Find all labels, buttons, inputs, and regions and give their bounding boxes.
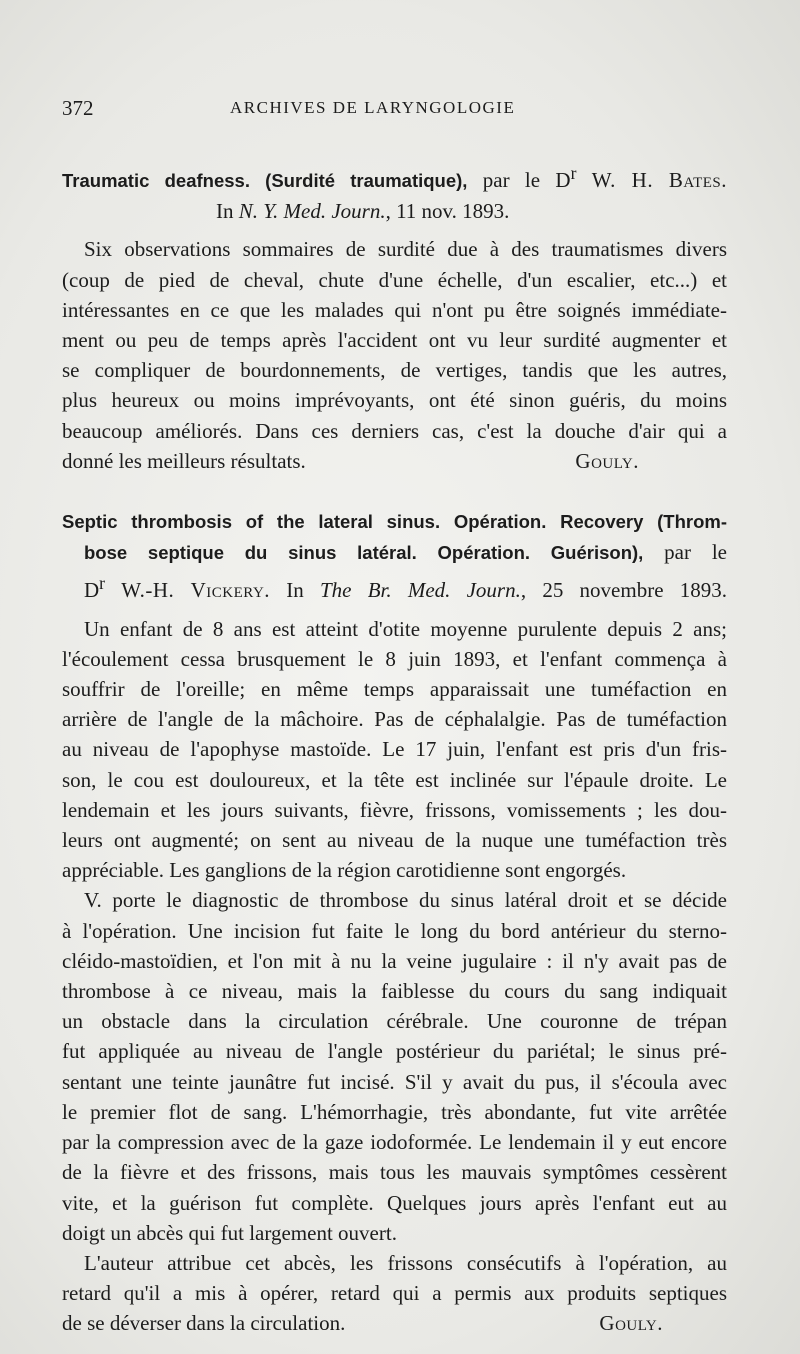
article1-title-line1 <box>62 158 727 196</box>
article1-journal: N. Y. Med. Journ. <box>238 199 386 224</box>
article2-signature: Gouly. <box>599 1311 663 1336</box>
article2-title-line1 <box>62 506 727 537</box>
article1-body-line: beaucoup améliorés. Dans ces derniers cas, c'est la douche d'air qui a <box>62 418 727 443</box>
article2-p2-line: de la fièvre et des frissons, mais tous les mauvais symptômes cessèrent <box>62 1160 727 1185</box>
article2-title-line3 <box>62 568 727 605</box>
page-header <box>62 96 742 126</box>
running-title: ARCHIVES DE LARYNGOLOGIE <box>230 98 516 117</box>
article2-title-line2 <box>62 537 727 568</box>
article2-p3-line: L'auteur attribue cet abcès, les frissons consécutifs à l'opération, au <box>84 1250 727 1275</box>
article1-author: W. H. Bates. <box>591 168 728 192</box>
article1-title-in: In <box>216 199 234 224</box>
article2-p1-line: arrière de l'angle de la mâchoire. Pas de céphalalgie. Pas de tuméfaction <box>62 707 727 732</box>
article1-body-line: se compliquer de bourdonnements, de vertiges, tandis que les autres, <box>62 358 727 383</box>
article2-journal: The Br. Med. Journ. <box>319 578 521 603</box>
article2-title-line2-bold: bose septique du sinus latéral. Opération. Guérison), <box>84 542 644 564</box>
article2-p1-line: son, le cou est douloureux, et la tête est inclinée sur l'épaule droite. Le <box>62 767 727 792</box>
article2-p2-line: à l'opération. Une incision fut faite le long du bord antérieur du sterno- <box>62 918 727 943</box>
article1-title-bold: Traumatic deafness. (Surdité traumatique), <box>62 170 468 191</box>
article2-author: W.-H. Vickery. <box>121 578 271 603</box>
article2-title-sup: r <box>99 573 105 594</box>
article-septic-thrombosis <box>62 506 727 1338</box>
article2-p1-line: au niveau de l'apophyse mastoïde. Le 17 juin, l'enfant est pris d'un fris- <box>62 737 727 762</box>
article2-p1-line: l'écoulement cessa brusquement le 8 juin 1893, et l'enfant commença à <box>62 646 727 671</box>
article1-body-line: intéressantes en ce que les malades qui n'ont pu être soignés immédiate- <box>62 297 727 322</box>
article2-journal-date: , 25 novembre 1893. <box>520 578 727 603</box>
article2-p3-line: retard qu'il a mis à opérer, retard qui a permis aux produits septiques <box>62 1281 727 1306</box>
article2-p1-line: leurs ont augmenté; on sent au niveau de la nuque une tuméfaction très <box>62 828 727 853</box>
article1-journal-date: , 11 nov. 1893. <box>385 199 510 224</box>
article1-body-line: plus heureux ou moins imprévoyants, ont été sinon guéris, du moins <box>62 388 727 413</box>
article2-title-dr: D <box>84 578 100 603</box>
article2-last-line-row <box>62 1308 727 1338</box>
article2-title-line2-rest: par le <box>664 540 727 565</box>
article1-body-line: ment ou peu de temps après l'accident ont vu leur surdité augmenter et <box>62 328 727 353</box>
article2-p2-line: vite, et la guérison fut complète. Quelques jours après l'enfant eut au <box>62 1190 727 1215</box>
article2-p1-line: Un enfant de 8 ans est atteint d'otite moyenne purulente depuis 2 ans; <box>84 616 727 641</box>
article2-p1-line: souffrir de l'oreille; en même temps apparaissait une tuméfaction en <box>62 677 727 702</box>
article2-p2-line: V. porte le diagnostic de thrombose du sinus latéral droit et se décide <box>84 888 727 913</box>
article2-p2-line: thrombose à ce niveau, mais la faiblesse du cours du sang indiquait <box>62 979 727 1004</box>
article1-title-by: par le D <box>482 168 571 192</box>
article1-body-line: (coup de pied de cheval, chute d'une échelle, d'un escalier, etc...) et <box>62 267 727 292</box>
article1-last-line-row <box>62 446 727 476</box>
article2-p2-line: doigt un abcès qui fut largement ouvert. <box>62 1220 397 1245</box>
article2-title-line1-text: Septic thrombosis of the lateral sinus. Opération. Recovery (Throm- <box>62 511 727 533</box>
article1-body-line: Six observations sommaires de surdité due à des traumatismes divers <box>84 237 727 262</box>
article1-title-sup: r <box>570 163 577 183</box>
article2-last-line: de se déverser dans la circulation. <box>62 1311 346 1336</box>
article2-p2-line: fut appliquée au niveau de l'angle postérieur du pariétal; le sinus pré- <box>62 1039 727 1064</box>
article2-p2-line: sentant une teinte jaunâtre fut incisé. S'il y avait du pus, il s'écoula avec <box>62 1069 727 1094</box>
article2-p2-line: un obstacle dans la circulation cérébrale. Une couronne de trépan <box>62 1009 727 1034</box>
article1-title-line2 <box>62 196 727 226</box>
page-number: 372 <box>62 96 94 120</box>
article2-p2-line: cléido-mastoïdien, et l'on mit à nu la veine jugulaire : il n'y avait pas de <box>62 948 727 973</box>
page-content <box>62 158 727 1339</box>
article2-p1-line: appréciable. Les ganglions de la région carotidienne sont engorgés. <box>62 858 627 883</box>
article2-p1-line: lendemain et les jours suivants, fièvre, frissons, vomissements ; les dou- <box>62 797 727 822</box>
article2-p2-line: le premier flot de sang. L'hémorrhagie, très abondante, fut vite arrêtée <box>62 1099 727 1124</box>
article-traumatic-deafness <box>62 158 727 476</box>
article2-p2-line: par la compression avec de la gaze iodoformée. Le lendemain il y eut encore <box>62 1130 727 1155</box>
article2-title-in: In <box>286 578 304 603</box>
article1-signature: Gouly. <box>575 448 639 473</box>
article1-last-line: donné les meilleurs résultats. <box>62 448 306 473</box>
